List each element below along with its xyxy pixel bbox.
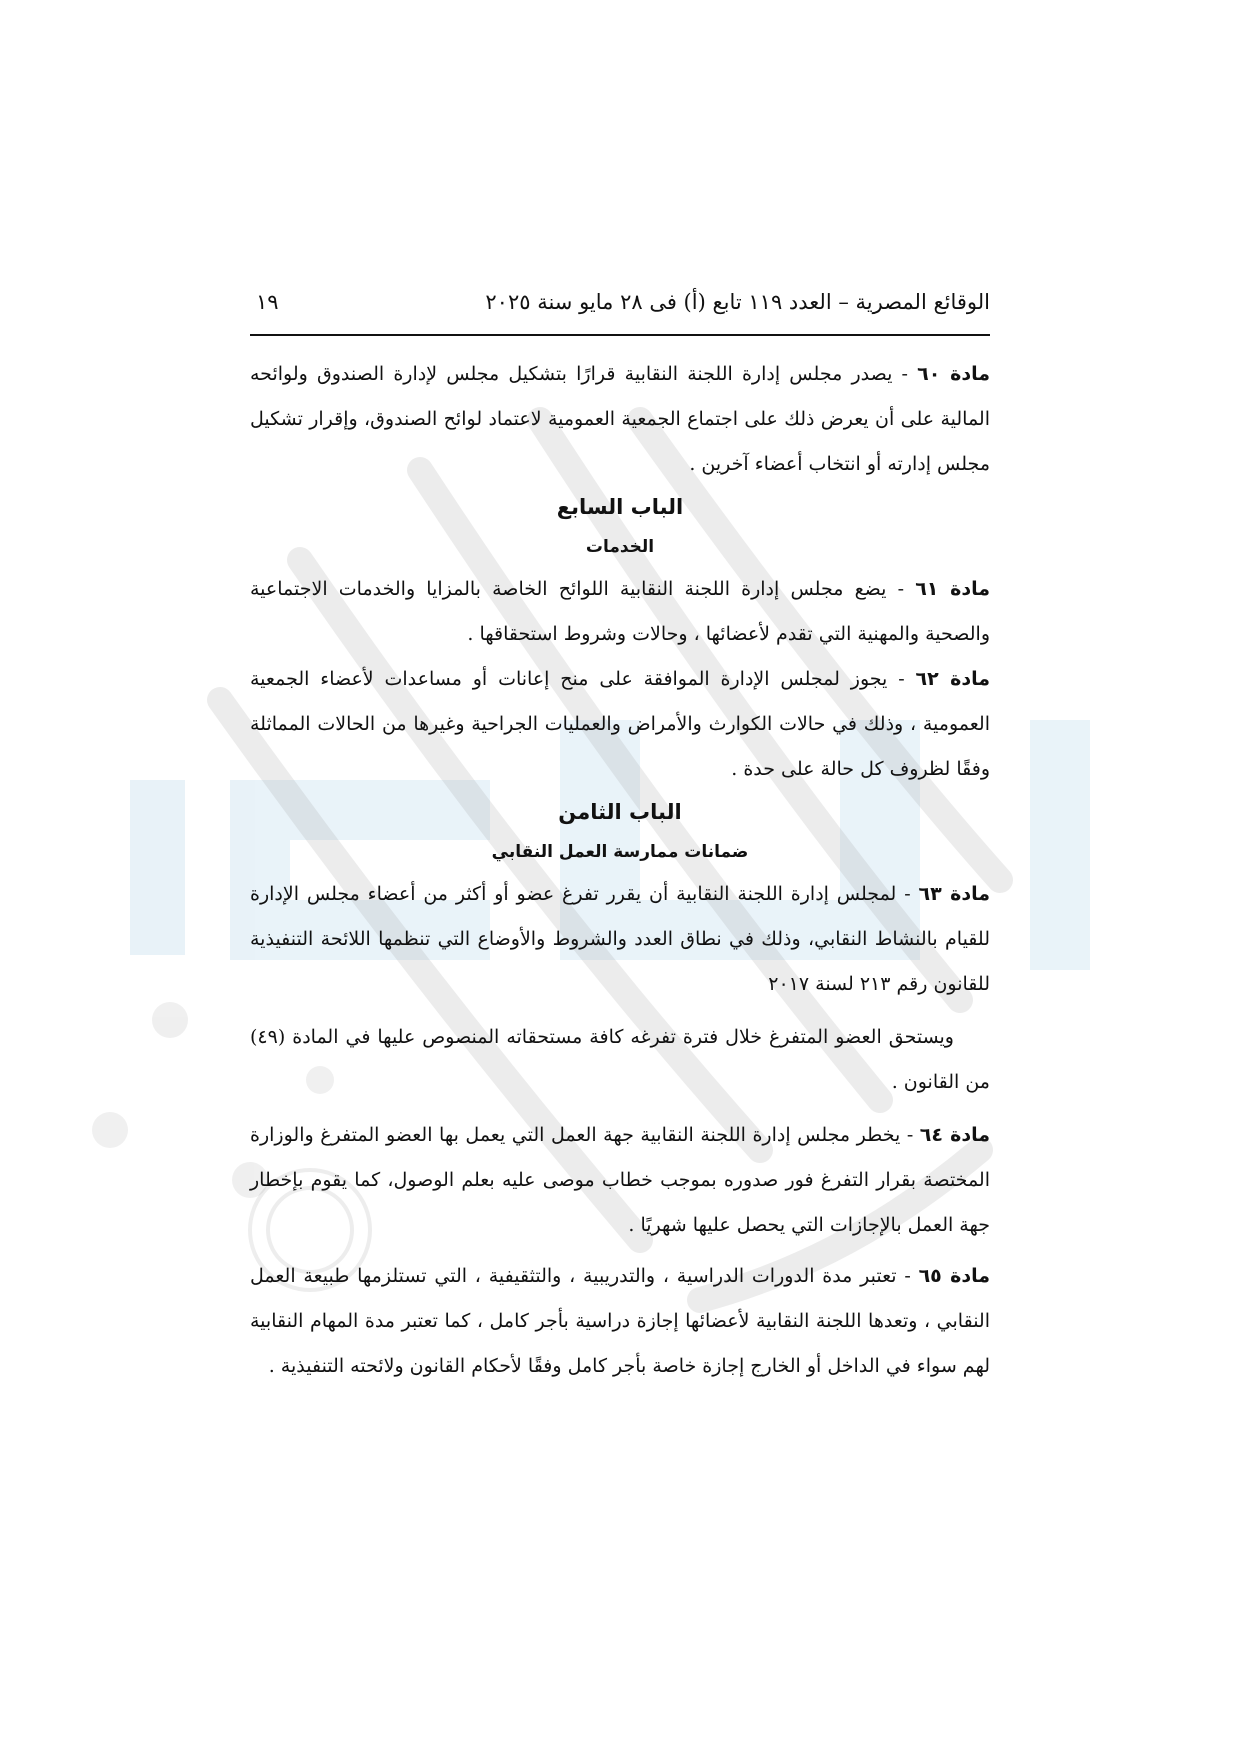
part-title-8: الباب الثامن: [558, 800, 682, 824]
article-text: - يخطر مجلس إدارة اللجنة النقابية جهة العمل التي يعمل بها العضو المتفرغ والوزارة المختصة بقرار التفرغ فور صدوره بموجب خطاب موصى عليه بعلم الوصول، كما يقوم بإخطار جهة العمل بالإجازات التي يحصل عليها شهريًا .: [250, 1124, 990, 1236]
article-text: - تعتبر مدة الدورات الدراسية ، والتدريبية ، والتثقيفية ، التي تستلزمها طبيعة العمل النقابي ، وتعدها اللجنة النقابية لأعضائها إجازة دراسية بأجر كامل ، كما تعتبر مدة المهام النقابية لهم سواء في الداخل أو الخارج إجازة خاصة بأجر كامل وفقًا لأحكام القانون ولائحته التنفيذية .: [250, 1265, 990, 1377]
article-number: مادة ٦٣: [918, 883, 990, 905]
article-63-paragraph-2: ويستحق العضو المتفرغ خلال فترة تفرغه كافة مستحقاته المنصوص عليها في المادة (٤٩) من القانون .: [250, 1026, 990, 1093]
article-text: - لمجلس إدارة اللجنة النقابية أن يقرر تفرغ عضو أو أكثر من أعضاء مجلس الإدارة للقيام بالنشاط النقابي، وذلك في نطاق العدد والشروط والأوضاع التي تنظمها اللائحة التنفيذية للقانون رقم ٢١٣ لسنة ٢٠١٧: [250, 883, 990, 995]
article-text: - يضع مجلس إدارة اللجنة النقابية اللوائح الخاصة بالمزايا والخدمات الاجتماعية والصحية والمهنية التي تقدم لأعضائها ، وحالات وشروط استحقاقها .: [250, 578, 990, 645]
page-number: ١٩: [256, 290, 279, 314]
article-text: - يصدر مجلس إدارة اللجنة النقابية قرارًا بتشكيل مجلس لإدارة الصندوق ولوائحه المالية على أن يعرض ذلك على اجتماع الجمعية العمومية لاعتماد لوائح الصندوق، وإقرار تشكيل مجلس إدارته أو انتخاب أعضاء آخرين .: [250, 363, 990, 475]
article-number: مادة ٦٠: [917, 363, 991, 385]
part-title-7: الباب السابع: [556, 495, 684, 519]
article-number: مادة ٦١: [915, 578, 990, 600]
section-title-services: الخدمات: [585, 537, 655, 557]
article-63: [250, 872, 990, 1007]
article-62: [250, 657, 990, 792]
article-64: [250, 1113, 990, 1248]
article-60: [250, 352, 990, 487]
article-61: [250, 567, 990, 657]
document-page: [250, 280, 990, 1389]
page-header: [250, 280, 990, 336]
article-number: مادة ٦٢: [915, 668, 990, 690]
section-title-guarantees: ضمانات ممارسة العمل النقابي: [491, 842, 749, 862]
article-number: مادة ٦٤: [919, 1124, 990, 1146]
header-title: الوقائع المصرية – العدد ١١٩ تابع (أ) فى ٢٨ مايو سنة ٢٠٢٥: [485, 290, 990, 314]
article-number: مادة ٦٥: [918, 1265, 990, 1287]
article-text: - يجوز لمجلس الإدارة الموافقة على منح إعانات أو مساعدات لأعضاء الجمعية العمومية ، وذلك في حالات الكوارث والأمراض والعمليات الجراحية وغيرها من الحالات المماثلة وفقًا لظروف كل حالة على حدة .: [250, 668, 990, 780]
article-65: [250, 1254, 990, 1389]
